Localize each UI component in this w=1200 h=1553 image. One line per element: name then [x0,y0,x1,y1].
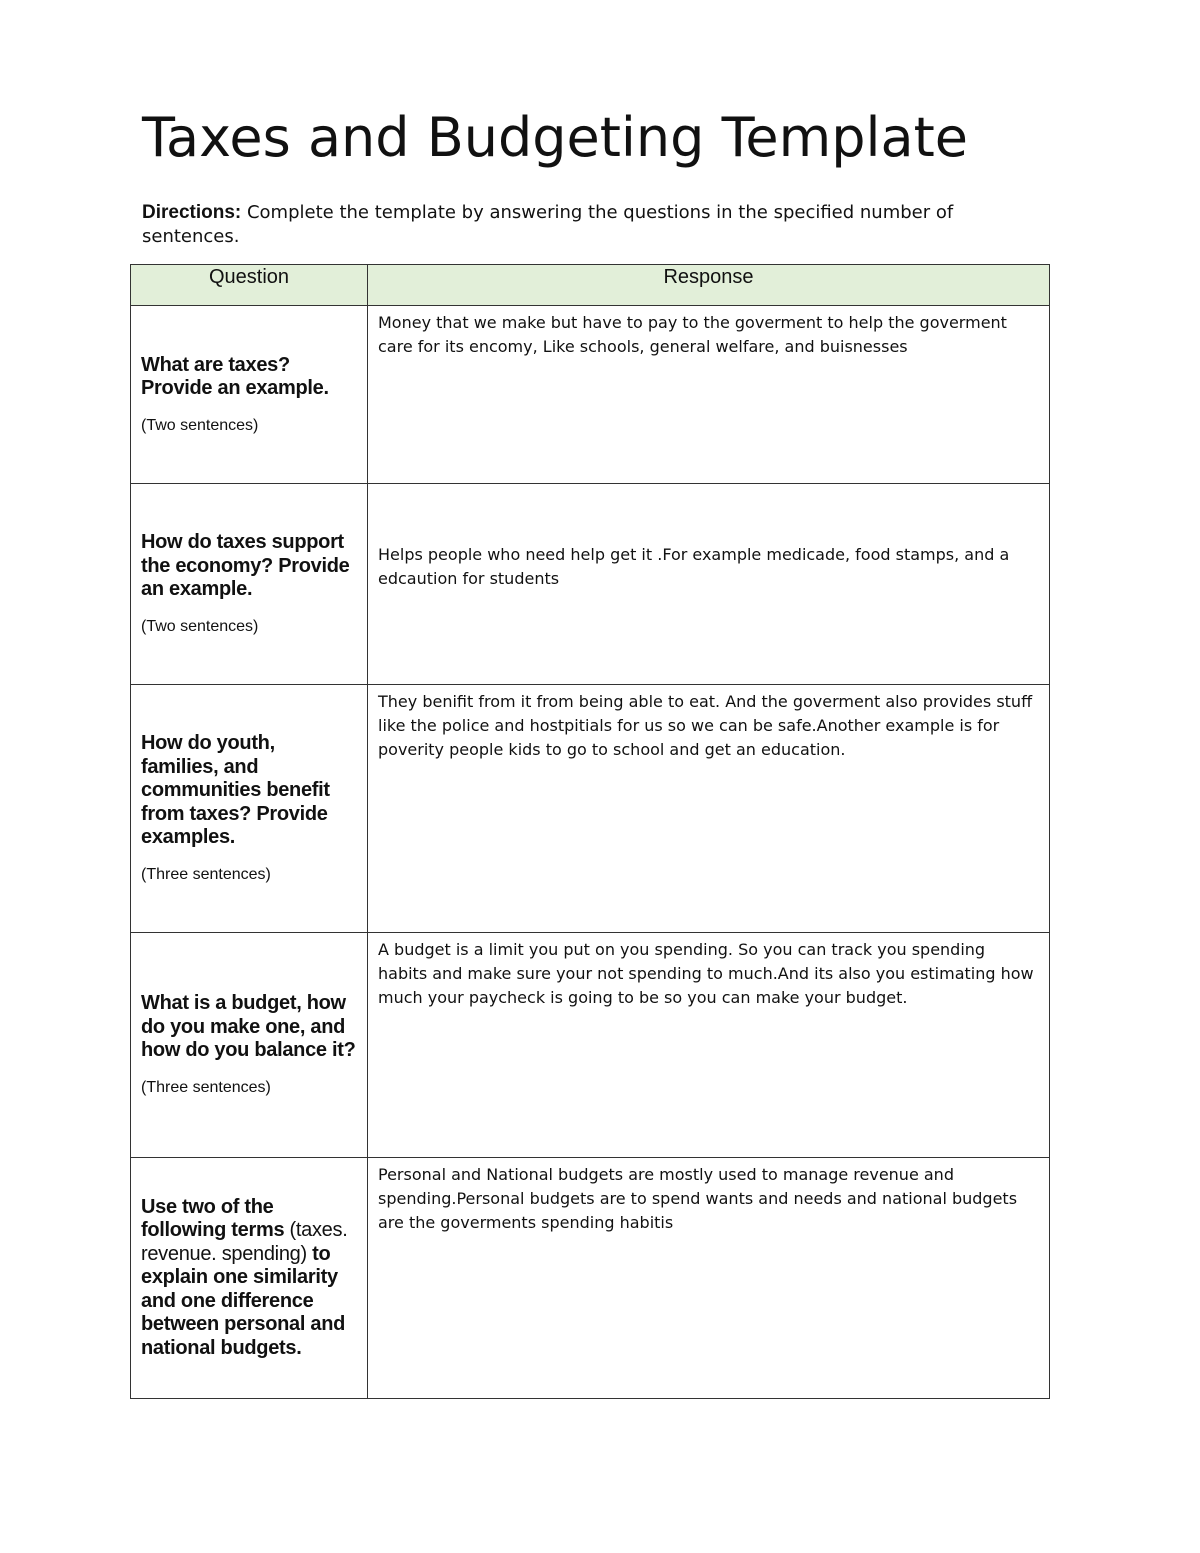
question-text [141,1196,357,1361]
sentence-count-note: (Three sentences) [141,865,271,883]
sentence-count-note: (Three sentences) [141,1078,271,1096]
table-header-row [131,265,1050,306]
response-cell[interactable] [368,1158,1050,1399]
response-text: They benifit from it from being able to eat. And the goverment also provides stuff like the police and hostpitials for us so we can be safe.Another example is for poverity people kids to go to school and get an education. [378,692,1033,759]
question-text: What are taxes? Provide an example. [141,353,329,399]
response-cell[interactable] [368,484,1050,685]
question-text-part3: to explain one similarity and one difference between personal and national budgets. [141,1242,346,1359]
response-cell[interactable] [368,933,1050,1158]
sentence-count-note: (Two sentences) [141,617,259,635]
directions-text: Complete the template by answering the questions in the specified number of sentences. [142,202,954,247]
response-text: Personal and National budgets are mostly used to manage revenue and spending.Personal budgets are to spend wants and needs and national budgets are the goverments spending habitis [378,1165,1018,1232]
table-row [131,933,1050,1158]
response-text: A budget is a limit you put on you spending. So you can track you spending habits and make sure your not spending to much.And its also you estimating how much your paycheck is going to be so you can make your budget. [378,940,1034,1007]
response-text: Helps people who need help get it .For example medicade, food stamps, and a edcaution for students [378,544,1010,588]
question-text: What is a budget, how do you make one, and how do you balance it? [141,992,356,1062]
response-cell[interactable] [368,306,1050,484]
table-row [131,685,1050,933]
table-row [131,306,1050,484]
question-text-part1: Use two of the following terms [141,1195,290,1242]
sentence-count-note: (Two sentences) [141,416,259,434]
header-question: Question [131,265,368,306]
table-row [131,1158,1050,1399]
question-cell [131,306,368,484]
template-table [130,264,1050,1399]
page-title: Taxes and Budgeting Template [142,106,969,169]
directions [142,201,1022,249]
question-text: How do taxes support the economy? Provide an example. [141,531,350,601]
response-cell[interactable] [368,685,1050,933]
header-response: Response [368,265,1050,306]
response-text: Money that we make but have to pay to the goverment to help the goverment care for its encomy, Like schools, general welfare, and buisnesses [378,313,1007,356]
directions-label: Directions: [142,202,242,223]
question-terms: (taxes. revenue. spending) [141,1219,348,1265]
table-row [131,484,1050,685]
question-text: How do youth, families, and communities benefit from taxes? Provide examples. [141,732,330,849]
question-cell [131,484,368,685]
question-cell [131,933,368,1158]
question-cell [131,1158,368,1399]
question-cell [131,685,368,933]
